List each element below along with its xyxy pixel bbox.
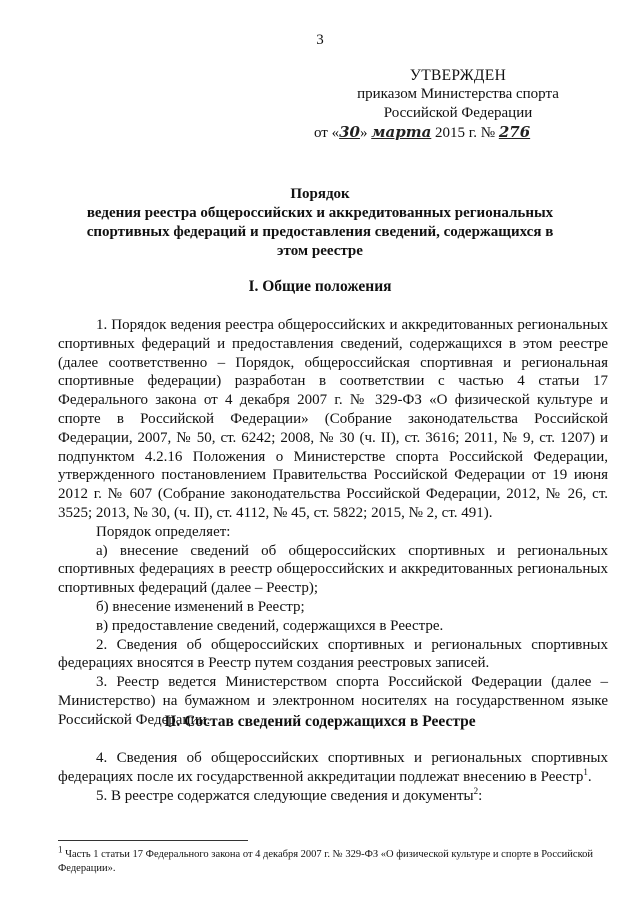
year-text: 2015 г. № [435, 125, 496, 141]
paragraph-3: 3. Реестр ведется Министерством спорта Российской Федерации (далее – Министерство) на бумажном и электронном носителях на государственном языке Российской Федерации. [58, 674, 608, 728]
paragraph-5-end: : [478, 787, 483, 804]
handwritten-order-number: 276 [498, 123, 531, 141]
approval-heading: УТВЕРЖДЕН [409, 67, 507, 84]
approval-line-1: приказом Министерства спорта [357, 86, 559, 102]
item-b: б) внесение изменений в Реестр; [96, 598, 305, 615]
page-number: 3 [316, 32, 324, 48]
section-1-heading: I. Общие положения [248, 278, 392, 295]
approval-stamp [314, 66, 598, 143]
date-mid: » [359, 125, 368, 141]
footnote-ref-2[interactable]: 2 [473, 785, 479, 796]
item-a: а) внесение сведений об общероссийских спортивных и региональных спортивных федерациях в реестр общероссийских и аккредитованных региональных спортивных федераций (далее – Реестр); [58, 542, 608, 597]
paragraph-2: 2. Сведения об общероссийских спортивных и региональных спортивных федерациях вносятся в Реестр путем создания реестровых записей. [58, 636, 608, 672]
footnote-divider [58, 840, 248, 841]
paragraph-1: 1. Порядок ведения реестра общероссийских и аккредитованных региональных спортивных федераций и предоставления сведений, содержащихся в этом реестре (далее соответственно – Порядок, общероссийская спортивная и региональная спортивные федерации) разработан в соответствии с частью 4 статьи 17 Федерального закона от 4 декабря 2007 г. № 329-ФЗ «О физической культуре и спорте в Российской Федерации» (Собрание законодательства Российской Федерации, 2007, № 50, ст. 6242; 2008, № 30 (ч. II), ст. 3616; 2011, № 9, ст. 1207) и подпунктом 4.2.16 Положения о Министерстве спорта Российской Федерации, утвержденного постановлением Правительства Российской Федерации от 19 июня 2012 г. № 607 (Собрание законодательства Российской Федерации, 2012, № 26, ст. 3525; 2013, № 30, (ч. II), ст. 4112, № 45, ст. 5822; 2015, № 2, ст. 491). [58, 317, 608, 521]
handwritten-day: 30 [339, 123, 360, 141]
paragraph-5-text: 5. В реестре содержатся следующие сведения и документы [96, 787, 474, 804]
approval-date-line [314, 123, 598, 143]
footnote-text: Часть 1 статьи 17 Федерального закона от 4 декабря 2007 г. № 329-ФЗ «О физической культуре и спорте в Российской Федерации». [58, 849, 594, 874]
title-line-2: ведения реестра общероссийских и аккредитованных региональных спортивных федераций и предоставления сведений, содержащихся в этом реестре [86, 205, 554, 259]
footnote [58, 844, 608, 876]
section-2-heading: II. Состав сведений содержащихся в Реестре [164, 713, 476, 730]
item-c: в) предоставление сведений, содержащихся в Реестре. [96, 617, 444, 634]
approval-line-2: Российской Федерации [383, 105, 533, 121]
title-line-1: Порядок [290, 186, 350, 202]
paragraph-4 [58, 749, 608, 787]
paragraph-4-end: . [587, 768, 592, 785]
footnote-mark: 1 [58, 844, 63, 855]
date-prefix: от « [314, 125, 340, 141]
paragraph-5 [58, 787, 608, 806]
paragraph-defines: Порядок определяет: [96, 523, 231, 540]
paragraph-4-text: 4. Сведения об общероссийских спортивных и региональных спортивных федерациях после их государственной аккредитации подлежат внесению в Реестр [58, 750, 608, 785]
document-title [80, 185, 560, 261]
section-1-body [58, 316, 608, 730]
section-2-body [58, 749, 608, 805]
handwritten-month: марта [371, 123, 432, 141]
footnote-ref-1[interactable]: 1 [583, 766, 588, 777]
